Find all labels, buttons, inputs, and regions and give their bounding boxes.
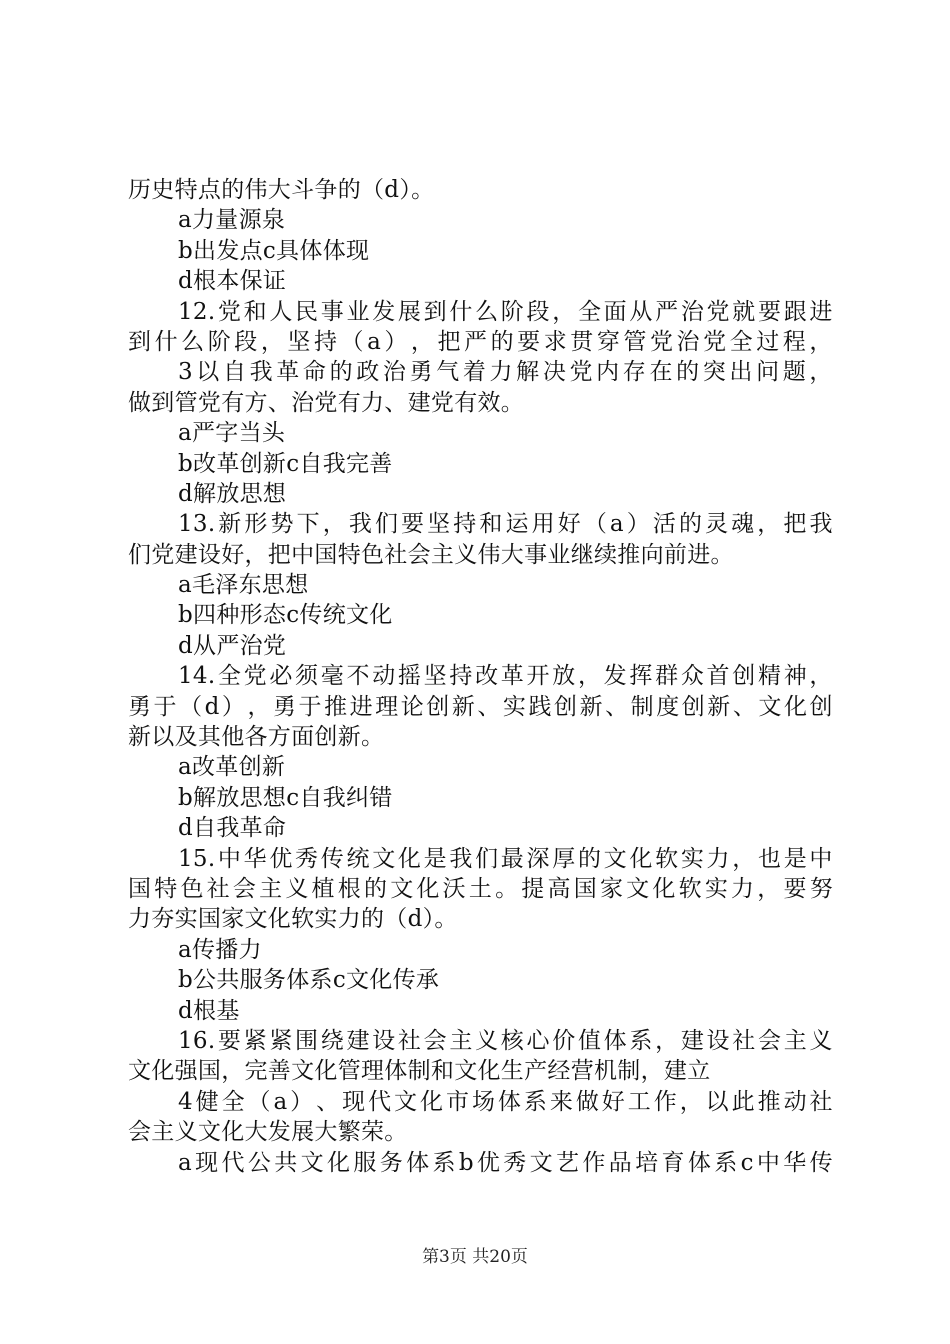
text-line: a严字当头 xyxy=(178,420,286,447)
text-line: 新以及其他各方面创新。 xyxy=(128,724,385,751)
text-line: b改革创新c自我完善 xyxy=(178,450,393,477)
text-line: b公共服务体系c文化传承 xyxy=(178,967,440,994)
text-line: a 现 代 公 共 文 化 服 务 体 系 b 优 秀 文 艺 作 品 培 育 体 系 c 中 华 传 xyxy=(178,1149,833,1176)
text-line: d从严治党 xyxy=(178,632,287,659)
text-line: b出发点c具体体现 xyxy=(178,237,370,264)
text-line: 12. 党 和 人 民 事 业 发 展 到 什 么 阶 段 ， 全 面 从 严 治 党 就 要 跟 进 xyxy=(178,298,833,325)
text-line: 3 以 自 我 革 命 的 政 治 勇 气 着 力 解 决 党 内 存 在 的 突 出 问 题 ， xyxy=(178,359,833,386)
text-line: 文化强国，完善文化管理体制和文化生产经营机制，建立 xyxy=(128,1058,711,1085)
text-line: 会主义文化大发展大繁荣。 xyxy=(128,1119,408,1146)
text-line: b解放思想c自我纠错 xyxy=(178,784,393,811)
text-line: 们党建设好，把中国特色社会主义伟大事业继续推向前进。 xyxy=(128,541,734,568)
text-line: 国 特 色 社 会 主 义 植 根 的 文 化 沃 土 。 提 高 国 家 文 化 软 实 力 ， 要 努 xyxy=(128,875,833,902)
document-body xyxy=(128,175,833,1178)
text-line: 14. 全 党 必 须 毫 不 动 摇 坚 持 改 革 开 放 ， 发 挥 群 众 首 创 精 神 ， xyxy=(178,663,833,690)
text-line: 力夯实国家文化软实力的（d）。 xyxy=(128,906,458,933)
text-line: a改革创新 xyxy=(178,754,286,781)
text-line: 勇 于 （ d ） ， 勇 于 推 进 理 论 创 新 、 实 践 创 新 、 制 度 创 新 、 文 化 创 xyxy=(128,693,833,720)
text-line: 做到管党有方、治党有力、建党有效。 xyxy=(128,389,525,416)
text-line: a毛泽东思想 xyxy=(178,572,309,599)
text-line: 4 健 全 （ a ） 、 现 代 文 化 市 场 体 系 来 做 好 工 作 ， 以 此 推 动 社 xyxy=(178,1088,833,1115)
text-line: a力量源泉 xyxy=(178,207,286,234)
text-line: 到 什 么 阶 段 ， 坚 持 （ a ） ， 把 严 的 要 求 贯 穿 管 党 治 党 全 过 程 ， xyxy=(128,328,833,355)
text-line: d根基 xyxy=(178,997,240,1024)
text-line: d自我革命 xyxy=(178,815,287,842)
text-line: 13. 新 形 势 下 ， 我 们 要 坚 持 和 运 用 好 （ a ） 活 的 灵 魂 ， 把 我 xyxy=(178,511,833,538)
text-line: 16. 要 紧 紧 围 绕 建 设 社 会 主 义 核 心 价 值 体 系 ， 建 设 社 会 主 义 xyxy=(178,1027,833,1054)
text-line: d解放思想 xyxy=(178,480,287,507)
text-line: d根本保证 xyxy=(178,268,287,295)
page-footer: 第3页 共20页 xyxy=(422,1247,528,1267)
text-line: 历史特点的伟大斗争的（d）。 xyxy=(128,177,435,203)
text-line: 15. 中 华 优 秀 传 统 文 化 是 我 们 最 深 厚 的 文 化 软 实 力 ， 也 是 中 xyxy=(178,845,833,872)
text-line: a传播力 xyxy=(178,936,262,963)
text-line: b四种形态c传统文化 xyxy=(178,602,393,629)
